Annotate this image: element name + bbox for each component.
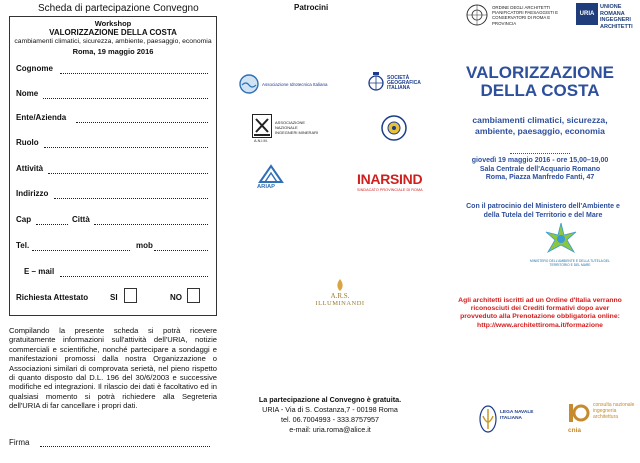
firma-label: Firma bbox=[9, 438, 30, 447]
label-mob: mob bbox=[136, 241, 153, 250]
lega-navale-emblem-icon bbox=[478, 404, 498, 434]
idrotecnica-icon bbox=[238, 74, 260, 94]
ars-sub-label: ILLUMINANDI bbox=[315, 300, 365, 307]
event-address: Roma, Piazza Manfredo Fanti, 47 bbox=[485, 174, 595, 181]
workshop-title: VALORIZZAZIONE DELLA COSTA bbox=[49, 28, 177, 37]
label-ruolo: Ruolo bbox=[16, 138, 39, 147]
participation-email[interactable]: e-mail: uria.roma@alice.it bbox=[289, 425, 371, 434]
event-title bbox=[448, 64, 632, 100]
event-date-time: giovedì 19 maggio 2016 - ore 15,00–19,00 bbox=[471, 157, 609, 164]
workshop-date: Roma, 19 maggio 2016 bbox=[72, 47, 154, 56]
label-attestato: Richiesta Attestato bbox=[16, 293, 89, 302]
ars-illuminandi-logo bbox=[310, 278, 370, 314]
cap-field[interactable] bbox=[36, 224, 68, 225]
firma-field[interactable] bbox=[40, 446, 210, 447]
label-cap: Cap bbox=[16, 215, 32, 224]
circular-seal-logo bbox=[380, 114, 408, 142]
credits-info: Agli architetti iscritti ad un Ordine d'Italia verranno riconosciuti dei Crediti formativi dopo aver provveduto alla Prenotazione obbligatoria online: http://www.architettiroma.it/formazione bbox=[458, 297, 622, 329]
workshop-subtitle: cambiamenti climatici, sicurezza, ambiente, paesaggio, economia bbox=[14, 38, 212, 45]
participation-phone: tel. 06.7004993 - 333.8757957 bbox=[281, 415, 379, 424]
associazione-idrotecnica-logo bbox=[238, 74, 330, 94]
ars-label: A.R.S. bbox=[330, 292, 350, 300]
ordine-architetti-logo bbox=[466, 2, 566, 30]
ministry-patronage: Con il patrocinio del Ministero dell'Ambiente e della Tutela del Territorio e del Mare bbox=[466, 203, 620, 219]
event-subtitle: cambiamenti climatici, sicurezza, ambiente, paesaggio, economia bbox=[472, 115, 608, 136]
indirizzo-field[interactable] bbox=[54, 198, 208, 199]
label-attivita: Attività bbox=[16, 164, 44, 173]
seal-icon bbox=[380, 114, 408, 142]
label-email: E – mail bbox=[24, 267, 55, 276]
globe-emblem-icon bbox=[368, 72, 384, 94]
privacy-text: Compilando la presente scheda si potrà ricevere gratuitamente informazioni sull'attività dell'URIA, notizie commerciali e scientifiche, nonché partecipare a sondaggi e manifestazioni promossi dalla nostra Organizzazione o Associazioni similari di comprovata serietà, nel pieno rispetto di quanto disposto dal D.L. 196 del 30/6/2003 e successive modifiche ed integrazioni. Il rilascio dei dati è facoltativo ed in qualsiasi momento si potrà richiedere alla Segreteria dell'URIA di far cancellare i propri dati. bbox=[9, 326, 217, 411]
associazione-ingegneri-logo bbox=[252, 114, 322, 143]
uria-label: UNIONE ROMANA INGEGNERI ARCHITETTI bbox=[600, 4, 633, 30]
inarsind-wordmark: INARSIND bbox=[357, 171, 423, 187]
inarsind-subtitle: SINDACATO PROVINCIALE DI ROMA bbox=[357, 188, 423, 192]
uria-mark-icon: URIA bbox=[576, 3, 598, 25]
attestato-no-checkbox[interactable] bbox=[187, 288, 200, 303]
participation-address: URIA - Via di S. Costanza,7 - 00198 Roma bbox=[262, 405, 398, 414]
cognome-field[interactable] bbox=[60, 73, 208, 74]
event-title-line2: DELLA COSTA bbox=[480, 81, 600, 100]
cnia-logo bbox=[566, 400, 638, 438]
ordine-label: ORDINE DEGLI ARCHITETTI PIANIFICATORI PAESAGGISTI E CONSERVATORI DI ROMA E PROVINCIA bbox=[492, 5, 559, 26]
citta-field[interactable] bbox=[94, 224, 208, 225]
divider bbox=[510, 153, 570, 154]
societa-geografica-label: SOCIETÀ GEOGRAFICA ITALIANA bbox=[387, 75, 421, 91]
inarsind-logo bbox=[357, 171, 431, 195]
attestato-si-checkbox[interactable] bbox=[124, 288, 137, 303]
cnia-wordmark: cnia bbox=[568, 427, 582, 434]
event-details bbox=[452, 157, 628, 183]
label-si: SI bbox=[110, 293, 118, 302]
registration-form bbox=[9, 16, 217, 316]
idrotecnica-label: Associazione Idrotecnica Italiana bbox=[262, 82, 328, 87]
lega-navale-logo bbox=[478, 404, 538, 438]
mob-field[interactable] bbox=[154, 250, 208, 251]
ars-flame-icon bbox=[330, 278, 350, 292]
attivita-field[interactable] bbox=[48, 173, 208, 174]
participation-free: La partecipazione al Convegno è gratuita. bbox=[258, 395, 402, 404]
participation-info bbox=[238, 395, 422, 435]
assim-label: A.N.I.M. bbox=[254, 139, 268, 143]
societa-geografica-logo bbox=[368, 72, 424, 104]
tel-field[interactable] bbox=[32, 250, 130, 251]
label-citta: Città bbox=[72, 215, 90, 224]
label-nome: Nome bbox=[16, 89, 39, 98]
ministry-star-icon bbox=[544, 222, 578, 256]
ente-field[interactable] bbox=[76, 122, 208, 123]
ruolo-field[interactable] bbox=[44, 147, 208, 148]
cnia-mark-icon bbox=[566, 400, 590, 426]
label-tel: Tel. bbox=[16, 241, 30, 250]
form-title: Scheda di partecipazione Convegno bbox=[38, 3, 199, 14]
ariap-label: ARIAP bbox=[257, 184, 276, 190]
label-no: NO bbox=[170, 293, 182, 302]
ariap-logo bbox=[254, 164, 288, 194]
label-ente: Ente/Azienda bbox=[16, 113, 67, 122]
event-venue: Sala Centrale dell'Acquario Romano bbox=[479, 165, 601, 173]
uria-logo bbox=[576, 3, 640, 33]
ariap-mark-icon bbox=[254, 164, 288, 184]
label-indirizzo: Indirizzo bbox=[16, 189, 49, 198]
label-cognome: Cognome bbox=[16, 64, 53, 73]
associazione-ingegneri-label: ASSOCIAZIONE NAZIONALE INGEGNERI MINERARI bbox=[275, 120, 319, 135]
cnia-label: consulta nazionale ingegneria architettura bbox=[593, 402, 635, 421]
ordine-emblem-icon bbox=[466, 2, 488, 28]
ministry-logo bbox=[522, 222, 618, 274]
workshop-label: Workshop bbox=[94, 19, 132, 28]
patrocini-heading: Patrocini bbox=[294, 3, 329, 12]
ministry-label: MINISTERO DELL'AMBIENTE E DELLA TUTELA DEL TERRITORIO E DEL MARE bbox=[530, 259, 610, 267]
nome-field[interactable] bbox=[43, 98, 208, 99]
email-field[interactable] bbox=[60, 276, 208, 277]
lega-navale-label: LEGA NAVALE ITALIANA bbox=[500, 410, 534, 421]
event-title-line1: VALORIZZAZIONE bbox=[466, 63, 614, 82]
mining-tools-icon bbox=[252, 114, 272, 138]
